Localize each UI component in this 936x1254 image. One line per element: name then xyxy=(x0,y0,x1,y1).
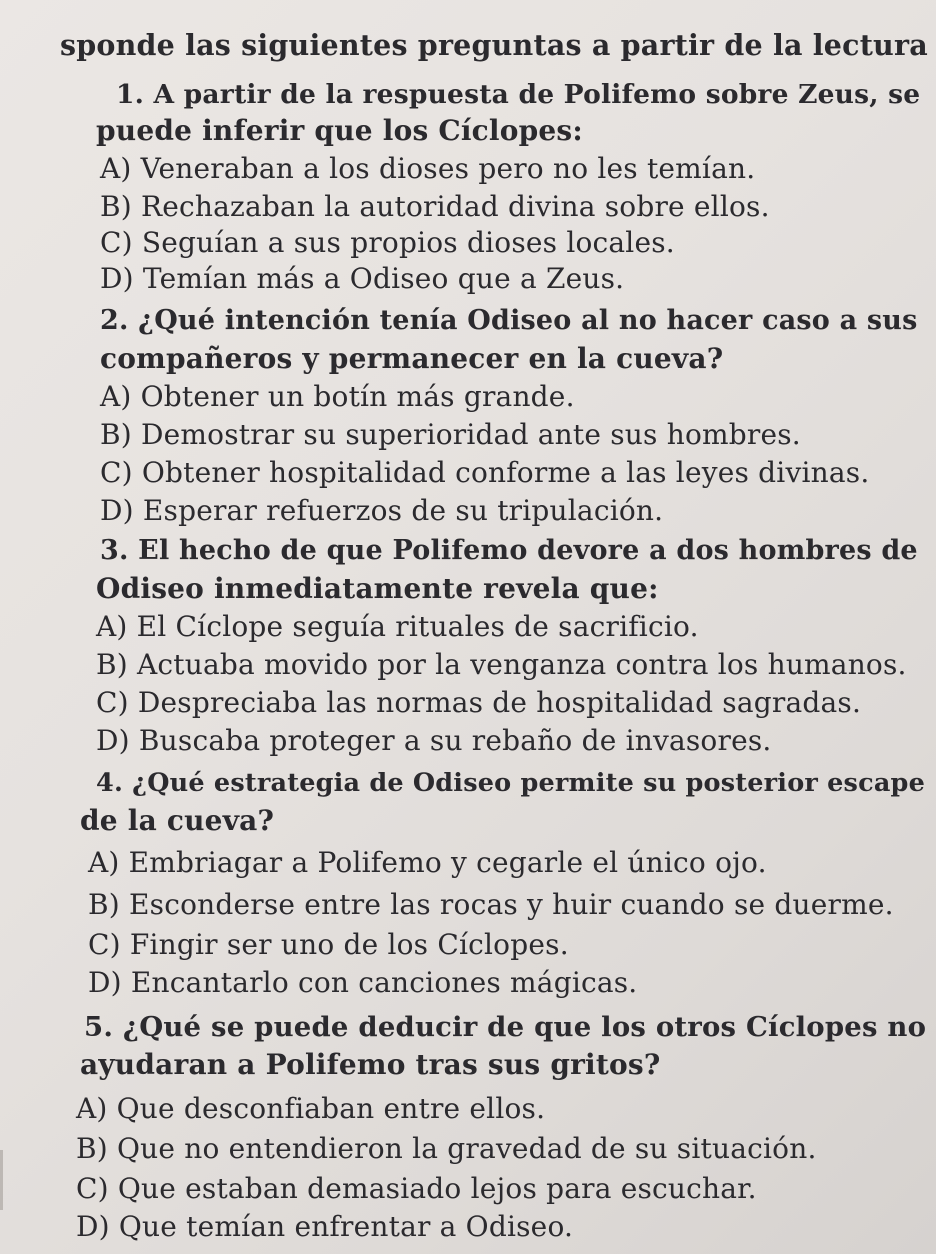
question-2-option-c: C) Obtener hospitalidad conforme a las leyes divinas. xyxy=(100,456,870,489)
question-1-option-c: C) Seguían a sus propios dioses locales. xyxy=(100,226,675,259)
page-edge-mark xyxy=(0,1150,3,1210)
question-2-line-1: 2. ¿Qué intención tenía Odiseo al no hacer caso a sus xyxy=(100,305,918,336)
question-4-line-1: 4. ¿Qué estrategia de Odiseo permite su posterior escape xyxy=(96,768,925,798)
question-1-option-b: B) Rechazaban la autoridad divina sobre ellos. xyxy=(100,190,770,223)
question-3-line-2: Odiseo inmediatamente revela que: xyxy=(96,572,659,605)
question-4-option-b: B) Esconderse entre las rocas y huir cuando se duerme. xyxy=(88,888,894,921)
question-3-line-1: 3. El hecho de que Polifemo devore a dos hombres de xyxy=(100,535,918,566)
question-2-line-2: compañeros y permanecer en la cueva? xyxy=(100,342,724,375)
question-5-line-2: ayudaran a Polifemo tras sus gritos? xyxy=(80,1048,661,1081)
question-3-option-c: C) Despreciaba las normas de hospitalidad sagradas. xyxy=(96,686,862,719)
question-5-option-b: B) Que no entendieron la gravedad de su situación. xyxy=(76,1132,817,1165)
question-3-option-a: A) El Cíclope seguía rituales de sacrificio. xyxy=(96,610,699,643)
worksheet-heading: sponde las siguientes preguntas a partir de la lectura xyxy=(60,28,928,62)
question-5-option-c: C) Que estaban demasiado lejos para escuchar. xyxy=(76,1172,757,1205)
question-5-option-a: A) Que desconfiaban entre ellos. xyxy=(76,1092,546,1125)
question-3-option-b: B) Actuaba movido por la venganza contra los humanos. xyxy=(96,648,907,681)
question-2-option-a: A) Obtener un botín más grande. xyxy=(100,380,575,413)
question-3-option-d: D) Buscaba proteger a su rebaño de invasores. xyxy=(96,724,772,757)
question-1-line-2: puede inferir que los Cíclopes: xyxy=(96,114,583,147)
question-5-line-1: 5. ¿Qué se puede deducir de que los otros Cíclopes no xyxy=(84,1011,927,1043)
question-4-line-2: de la cueva? xyxy=(80,804,275,837)
question-4-option-a: A) Embriagar a Polifemo y cegarle el único ojo. xyxy=(88,846,767,879)
question-1-option-d: D) Temían más a Odiseo que a Zeus. xyxy=(100,262,625,295)
question-4-option-c: C) Fingir ser uno de los Cíclopes. xyxy=(88,928,569,961)
question-1-line-1: 1. A partir de la respuesta de Polifemo sobre Zeus, se xyxy=(116,79,921,110)
question-4-option-d: D) Encantarlo con canciones mágicas. xyxy=(88,966,638,999)
question-2-option-b: B) Demostrar su superioridad ante sus hombres. xyxy=(100,418,801,451)
question-2-option-d: D) Esperar refuerzos de su tripulación. xyxy=(100,494,664,527)
question-5-option-d: D) Que temían enfrentar a Odiseo. xyxy=(76,1210,574,1243)
question-1-option-a: A) Veneraban a los dioses pero no les temían. xyxy=(100,152,756,185)
